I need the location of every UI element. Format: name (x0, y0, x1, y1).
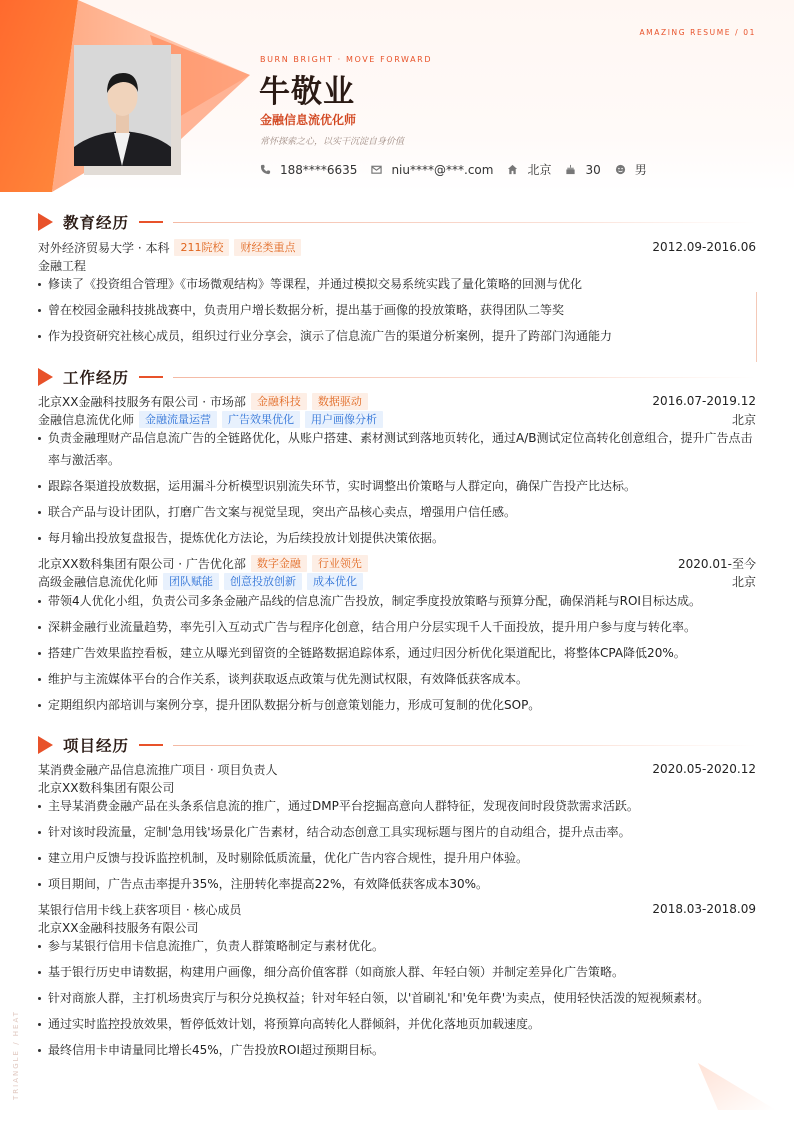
list-item: 定期组织内部培训与案例分享，提升团队数据分析与创意策划能力，形成可复制的优化SOP。 (38, 694, 756, 716)
age-text: 30 (585, 162, 601, 177)
heading-rule (173, 377, 756, 378)
contact-bar (260, 161, 661, 178)
list-item: 深耕金融行业流量趋势，率先引入互动式广告与程序化创意，结合用户分层实现千人千面投放，提升用户参与度与转化率。 (38, 616, 756, 638)
contact-age (565, 163, 600, 177)
heading-dash (139, 744, 163, 746)
list-item: 基于银行历史申请数据，构建用户画像，细分高价值客群（如商旅人群、年轻白领）并制定差异化广告策略。 (38, 961, 756, 983)
heading-rule (173, 745, 756, 746)
list-item: 每月输出投放复盘报告，提炼优化方法论，为后续投放计划提供决策依据。 (38, 527, 756, 549)
heading-dash (139, 221, 163, 223)
avatar (74, 45, 171, 166)
section-heading: 教育经历 (63, 214, 130, 232)
list-item: 最终信用卡申请量同比增长45%，广告投放ROI超过预期目标。 (38, 1039, 756, 1061)
company-tag: 行业领先 (312, 555, 368, 572)
list-item: 作为投资研究社核心成员，组织过行业分享会，演示了信息流广告的渠道分析案例，提升了跨部门沟通能力 (38, 325, 756, 347)
role-tag: 金融流量运营 (139, 411, 217, 428)
education-date: 2012.09-2016.06 (652, 240, 756, 254)
contact-phone[interactable] (260, 163, 357, 177)
list-item: 修读了《投资组合管理》《市场微观结构》等课程，并通过模拟交易系统实践了量化策略的回测与优化 (38, 273, 756, 295)
project-org: 北京XX数科集团有限公司 (38, 780, 175, 795)
project-bullets (38, 935, 756, 1065)
heading-rule (173, 222, 756, 223)
contact-city (507, 161, 551, 178)
list-item: 维护与主流媒体平台的合作关系，谈判获取返点政策与优先测试权限，有效降低获客成本。 (38, 668, 756, 690)
school-name: 对外经济贸易大学 · 本科 (38, 240, 170, 255)
company-tag: 数字金融 (251, 555, 307, 572)
project-bullets (38, 795, 756, 899)
decorative-divider (756, 292, 757, 362)
cake-icon (565, 164, 576, 175)
job-role-row (38, 410, 756, 428)
gender-icon (615, 164, 626, 175)
list-item: 针对商旅人群，主打机场贵宾厅与积分兑换权益；针对年轻白领，以'首刷礼'和'免年费'为卖点，使用轻快活泼的短视频素材。 (38, 987, 756, 1009)
list-item: 建立用户反馈与投诉监控机制，及时剔除低质流量，优化广告内容合规性，提升用户体验。 (38, 847, 756, 869)
job-city: 北京 (731, 412, 756, 427)
job-header-row (38, 554, 756, 572)
list-item: 搭建广告效果监控看板，建立从曝光到留资的全链路数据追踪体系，通过归因分析优化渠道配比，将整体CPA降低20%。 (38, 642, 756, 664)
job-date: 2016.07-2019.12 (652, 394, 756, 408)
role-tag: 成本优化 (307, 573, 363, 590)
projects-section-title (38, 734, 756, 756)
triangle-marker-icon (38, 213, 53, 231)
section-heading: 工作经历 (63, 369, 130, 387)
home-icon (507, 164, 518, 175)
job-title: 金融信息流优化师 (260, 113, 357, 127)
list-item: 带领4人优化小组，负责公司多条金融产品线的信息流广告投放，制定季度投放策略与预算分配，确保消耗与ROI目标达成。 (38, 590, 756, 612)
company-name: 北京XX金融科技服务有限公司 · 市场部 (38, 394, 246, 409)
side-tag: TRIANGLE / HEAT (12, 1010, 20, 1100)
education-bullets (38, 273, 756, 351)
list-item: 主导某消费金融产品在头条系信息流的推广，通过DMP平台挖掘高意向人群特征，发现夜间时段贷款需求活跃。 (38, 795, 756, 817)
project-org-row (38, 918, 756, 936)
school-tag: 财经类重点 (234, 239, 301, 256)
gender-text: 男 (634, 163, 647, 177)
project-header-row (38, 900, 756, 918)
education-header-row (38, 238, 756, 256)
triangle-marker-icon (38, 736, 53, 754)
education-section-title (38, 211, 756, 233)
job-role-row (38, 572, 756, 590)
project-name: 某银行信用卡线上获客项目 · 核心成员 (38, 902, 242, 917)
section-heading: 项目经历 (63, 737, 130, 755)
list-item: 联合产品与设计团队，打磨广告文案与视觉呈现，突出产品核心卖点，增强用户信任感。 (38, 501, 756, 523)
work-section-title (38, 366, 756, 388)
list-item: 针对该时段流量，定制'急用钱'场景化广告素材，结合动态创意工具实现标题与图片的自动组合，提升点击率。 (38, 821, 756, 843)
triangle-marker-icon (38, 368, 53, 386)
project-org-row (38, 778, 756, 796)
list-item: 项目期间，广告点击率提升35%，注册转化率提高22%，有效降低获客成本30%。 (38, 873, 756, 895)
slogan: BURN BRIGHT · MOVE FORWARD (260, 55, 433, 64)
role-tag: 创意投放创新 (224, 573, 302, 590)
role-tag: 广告效果优化 (222, 411, 300, 428)
company-tag: 金融科技 (251, 393, 307, 410)
job-bullets (38, 590, 756, 720)
motto: 常怀探索之心，以实干沉淀自身价值 (260, 137, 405, 147)
list-item: 参与某银行信用卡信息流推广，负责人群策略制定与素材优化。 (38, 935, 756, 957)
project-header-row (38, 760, 756, 778)
contact-gender (615, 161, 647, 178)
list-item: 曾在校园金融科技挑战赛中，负责用户增长数据分析，提出基于画像的投放策略，获得团队二等奖 (38, 299, 756, 321)
list-item: 负责金融理财产品信息流广告的全链路优化，从账户搭建、素材测试到落地页转化，通过A/B测试定位高转化创意组合，提升广告点击率与激活率。 (38, 427, 756, 471)
heading-dash (139, 376, 163, 378)
job-city: 北京 (731, 574, 756, 589)
project-date: 2020.05-2020.12 (652, 762, 756, 776)
resume-tag: AMAZING RESUME / 01 (639, 28, 756, 37)
job-bullets (38, 427, 756, 553)
job-header-row (38, 392, 756, 410)
role-tag: 团队赋能 (163, 573, 219, 590)
project-org: 北京XX金融科技服务有限公司 (38, 920, 199, 935)
job-date: 2020.01-至今 (678, 556, 756, 571)
role-tag: 用户画像分析 (305, 411, 383, 428)
project-name: 某消费金融产品信息流推广项目 · 项目负责人 (38, 762, 278, 777)
mail-icon (371, 164, 382, 175)
major-row (38, 256, 756, 274)
phone-text: 188****6635 (280, 162, 358, 177)
job-role: 高级金融信息流优化师 (38, 574, 159, 589)
project-date: 2018.03-2018.09 (652, 902, 756, 916)
phone-icon (260, 164, 271, 175)
company-tag: 数据驱动 (312, 393, 368, 410)
city-text: 北京 (527, 163, 552, 177)
list-item: 跟踪各渠道投放数据，运用漏斗分析模型识别流失环节，实时调整出价策略与人群定向，确保广告投产比达标。 (38, 475, 756, 497)
company-name: 北京XX数科集团有限公司 · 广告优化部 (38, 556, 246, 571)
contact-email[interactable] (371, 163, 493, 177)
list-item: 通过实时监控投放效果，暂停低效计划，将预算向高转化人群倾斜，并优化落地页加载速度。 (38, 1013, 756, 1035)
email-text: niu****@***.com (391, 162, 494, 177)
job-role: 金融信息流优化师 (38, 412, 135, 427)
candidate-name: 牛敬业 (259, 74, 355, 110)
school-tag: 211院校 (174, 239, 229, 256)
major: 金融工程 (38, 258, 87, 273)
